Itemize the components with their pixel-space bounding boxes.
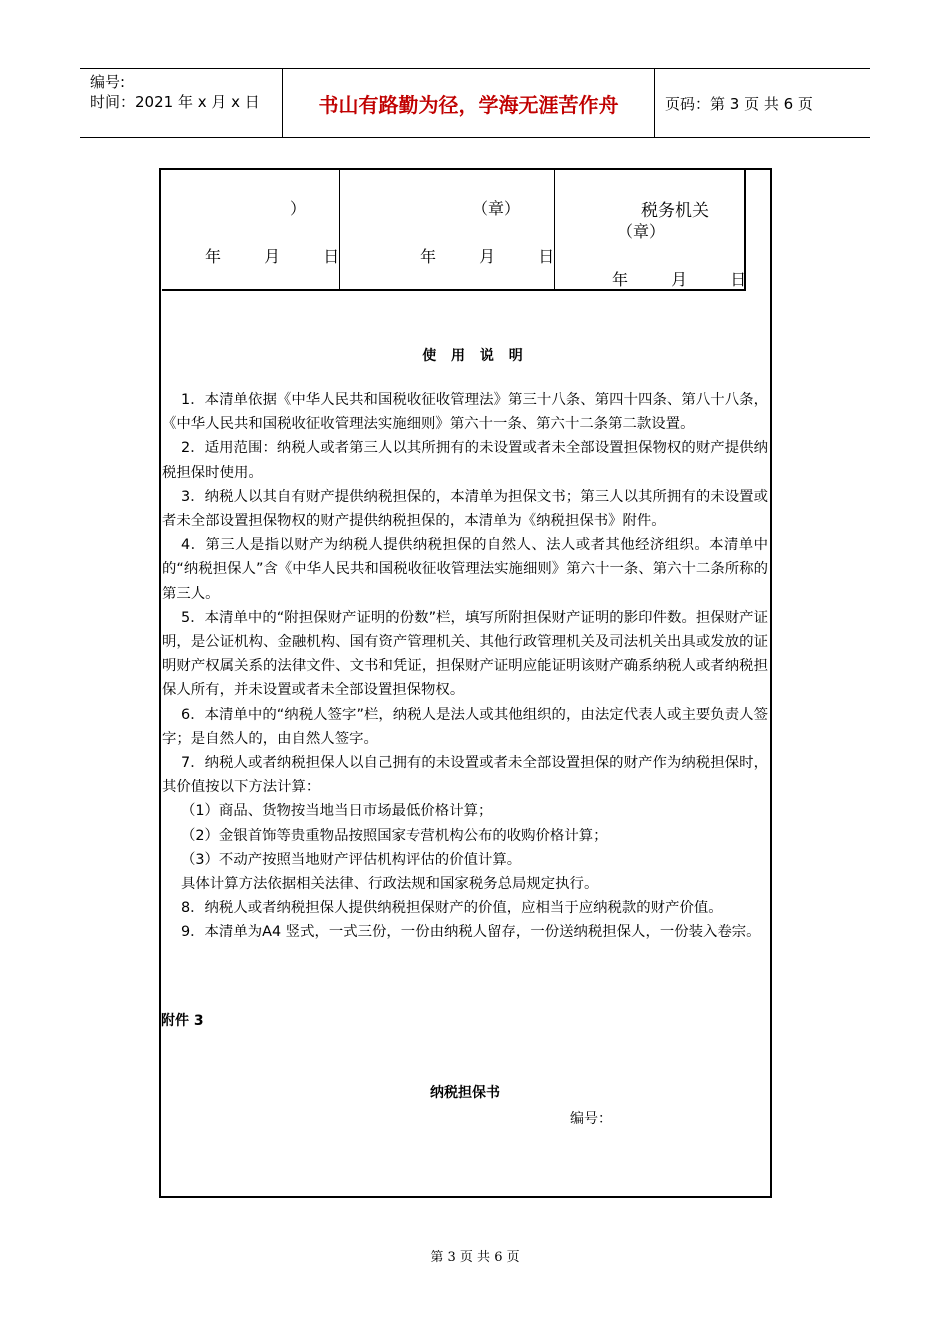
attachment-label: 附件 3	[161, 1013, 204, 1029]
page-header	[80, 68, 870, 138]
year-label: 年	[612, 270, 629, 289]
date-line	[612, 267, 746, 290]
guarantee-doc-number-label: 编号：	[570, 1111, 612, 1127]
year-label: 年	[420, 247, 437, 266]
instruction-item: 5．本清单中的“附担保财产证明的份数”栏，填写所附担保财产证明的影印件数。担保财产证明，是公证机构、金融机构、国有资产管理机关、其他行政管理机关及司法机关出具或发放的证明财产权属关系的法律文件、文书和凭证，担保财产证明应能证明该财产确系纳税人或者纳税担保人所有，并未设置或者未全部设置担保物权。	[162, 609, 768, 699]
motto-text: 书山有路勤为径，学海无涯苦作舟	[318, 92, 619, 117]
guarantee-doc-title: 纳税担保书	[430, 1085, 500, 1101]
day-label: 日	[323, 247, 340, 266]
date-line	[420, 244, 554, 267]
day-label: 日	[730, 270, 747, 289]
instruction-subitem: （2）金银首饰等贵重物品按照国家专营机构公布的收购价格计算；	[181, 827, 608, 844]
paren-mark: ）	[290, 199, 307, 218]
time-label: 时间：2021 年 x 月 x 日	[90, 93, 260, 111]
page-footer	[0, 1246, 950, 1265]
month-label: 月	[264, 247, 281, 266]
header-page-info	[655, 69, 870, 137]
month-label: 月	[479, 247, 496, 266]
instruction-item: 7．纳税人或者纳税担保人以自己拥有的未设置或者未全部设置担保的财产作为纳税担保时，其价值按以下方法计算：	[162, 755, 768, 796]
date-line	[205, 244, 339, 267]
instruction-item: 9．本清单为A4 竖式，一式三份，一份由纳税人留存，一份送纳税担保人，一份装入卷宗。	[181, 924, 761, 941]
instruction-item: 1．本清单依据《中华人民共和国税收征收管理法》第三十八条、第四十四条、第八十八条，《中华人民共和国税收征收管理法实施细则》第六十一条、第六十二条第二款设置。	[162, 392, 768, 433]
day-label: 日	[538, 247, 555, 266]
signature-cell-guarantor	[340, 170, 555, 289]
instruction-subitem: （3）不动产按照当地财产评估机构评估的价值计算。	[181, 851, 522, 868]
seal-label: （章）	[472, 199, 521, 218]
page-info-text: 页码：第 3 页 共 6 页	[665, 94, 813, 113]
year-label: 年	[205, 247, 222, 266]
instruction-item: 3．纳税人以其自有财产提供纳税担保的，本清单为担保文书；第三人以其所拥有的未设置或者未全部设置担保物权的财产提供纳税担保的，本清单为《纳税担保书》附件。	[162, 488, 768, 530]
month-label: 月	[671, 270, 688, 289]
number-label: 编号:	[90, 73, 126, 91]
instruction-item: 2．适用范围：纳税人或者第三人以其所拥有的未设置或者未全部设置担保物权的财产提供纳税担保时使用。	[162, 440, 768, 481]
instruction-item: 8．纳税人或者纳税担保人提供纳税担保财产的价值，应相当于应纳税款的财产价值。	[181, 900, 723, 917]
signature-table	[162, 170, 746, 291]
instruction-item: 具体计算方法依据相关法律、行政法规和国家税务总局规定执行。	[181, 876, 599, 893]
seal-label: （章）	[617, 222, 666, 241]
tax-authority-label: 税务机关	[641, 201, 709, 221]
instructions-title: 使 用 说 明	[422, 348, 528, 364]
signature-cell-tax-authority	[555, 170, 747, 289]
header-meta	[80, 69, 283, 137]
header-motto	[283, 69, 655, 137]
instruction-item: 6．本清单中的“纳税人签字”栏，纳税人是法人或其他组织的，由法定代表人或主要负责人签字；是自然人的，由自然人签字。	[162, 706, 768, 747]
signature-cell-taxpayer	[162, 170, 340, 289]
instruction-item: 4．第三人是指以财产为纳税人提供纳税担保的自然人、法人或者其他经济组织。本清单中的“纳税担保人”含《中华人民共和国税收征收管理法实施细则》第六十一条、第六十二条所称的第三人。	[162, 537, 768, 602]
footer-page-number: 第 3 页 共 6 页	[430, 1250, 520, 1265]
instructions-body	[162, 388, 768, 945]
instruction-subitem: （1）商品、货物按当地当日市场最低价格计算；	[181, 803, 493, 820]
